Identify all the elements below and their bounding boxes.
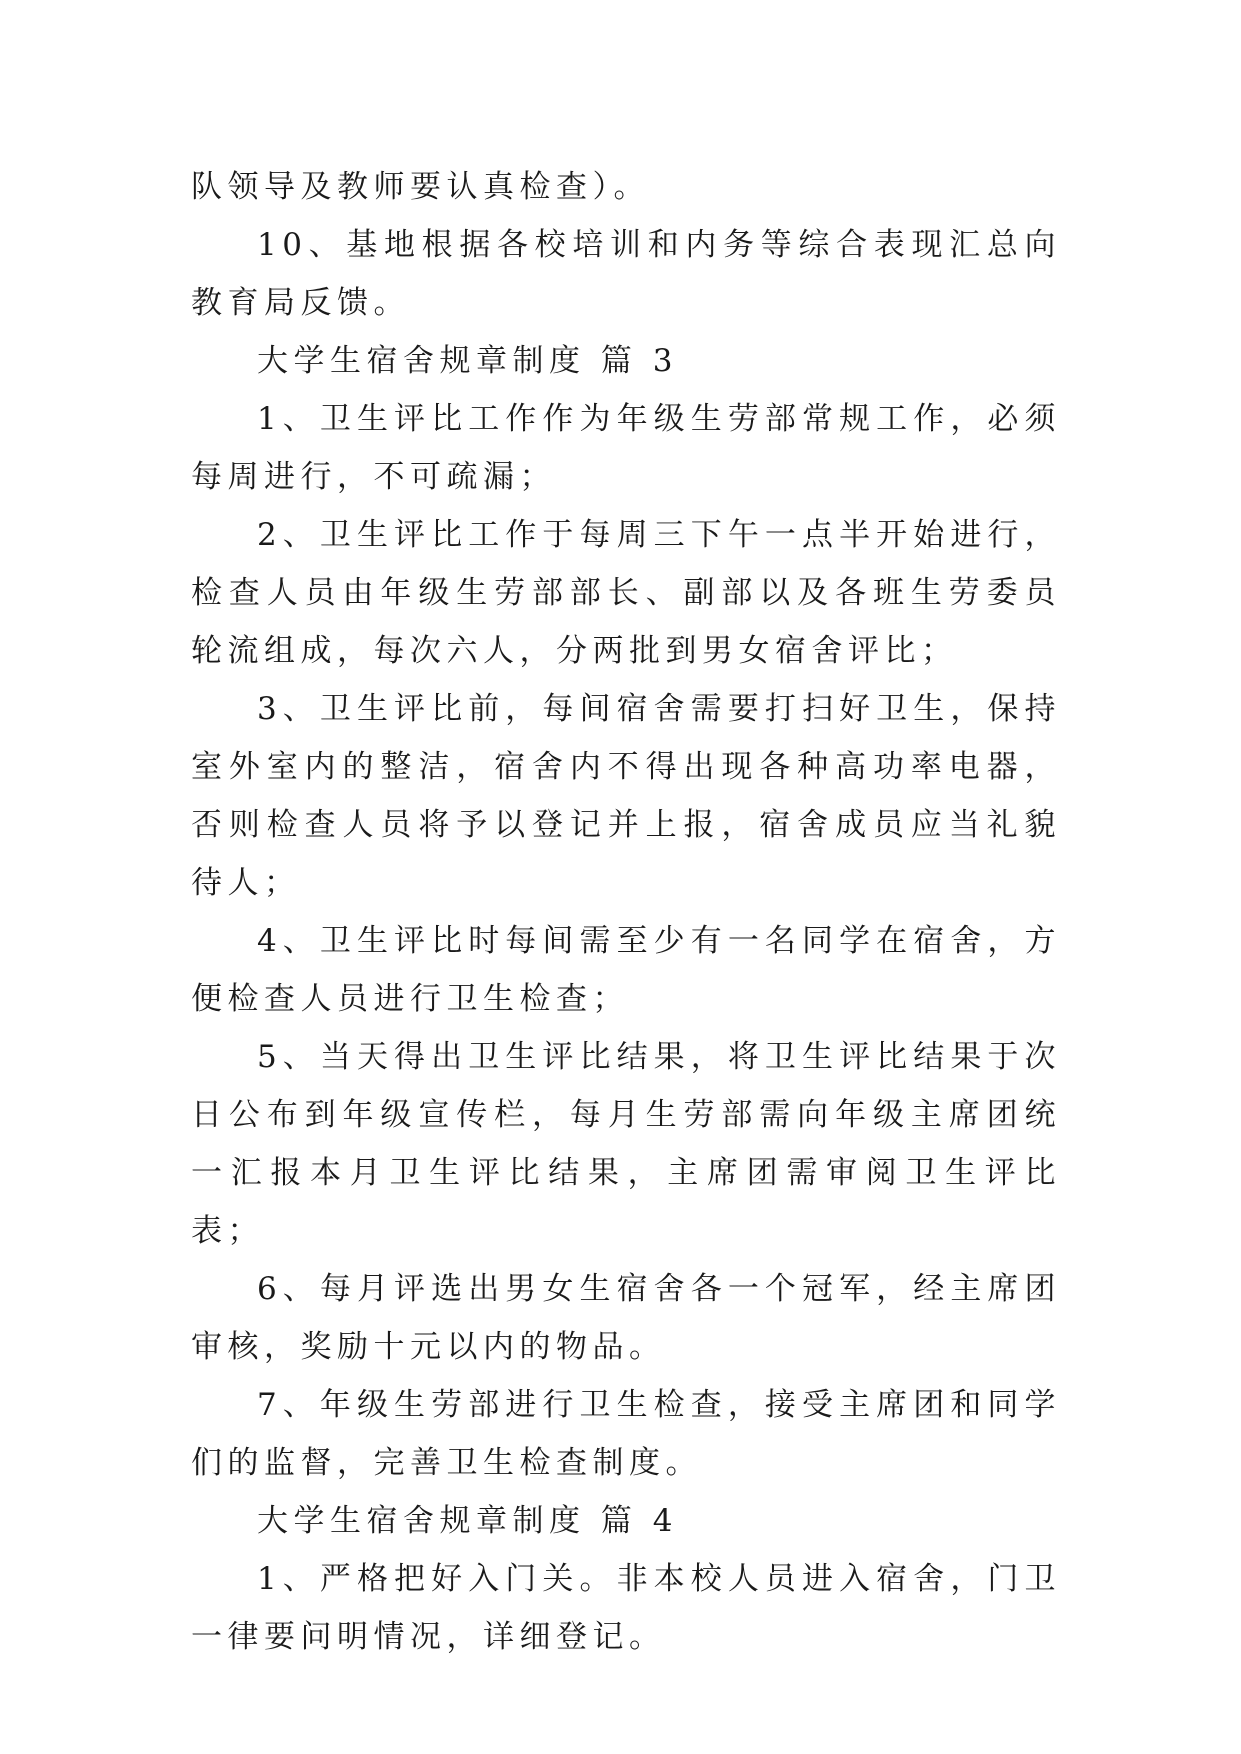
paragraph-item-10: 10、基地根据各校培训和内务等综合表现汇总向教育局反馈。 xyxy=(191,227,1061,321)
paragraph-item-1: 1、卫生评比工作作为年级生劳部常规工作，必须每周进行，不可疏漏； xyxy=(191,401,1061,495)
paragraph-item-3: 3、卫生评比前，每间宿舍需要打扫好卫生，保持室外室内的整洁，宿舍内不得出现各种高功率电器，否则检查人员将予以登记并上报，宿舍成员应当礼貌待人； xyxy=(191,691,1061,901)
section-heading-4: 大学生宿舍规章制度 篇 4 xyxy=(257,1503,678,1539)
paragraph-item-1-section-4: 1、严格把好入门关。非本校人员进入宿舍，门卫一律要问明情况，详细登记。 xyxy=(191,1561,1061,1655)
document-body xyxy=(191,158,1061,1666)
paragraph-item-2: 2、卫生评比工作于每周三下午一点半开始进行，检查人员由年级生劳部部长、副部以及各班生劳委员轮流组成，每次六人，分两批到男女宿舍评比； xyxy=(191,517,1061,669)
paragraph-continued: 队领导及教师要认真检查）。 xyxy=(191,169,650,205)
section-heading-3: 大学生宿舍规章制度 篇 3 xyxy=(257,343,678,379)
paragraph-item-6: 6、每月评选出男女生宿舍各一个冠军，经主席团审核，奖励十元以内的物品。 xyxy=(191,1271,1061,1365)
paragraph-item-7: 7、年级生劳部进行卫生检查，接受主席团和同学们的监督，完善卫生检查制度。 xyxy=(191,1387,1061,1481)
paragraph-item-5: 5、当天得出卫生评比结果，将卫生评比结果于次日公布到年级宣传栏，每月生劳部需向年级主席团统一汇报本月卫生评比结果，主席团需审阅卫生评比表； xyxy=(191,1039,1061,1249)
paragraph-item-4: 4、卫生评比时每间需至少有一名同学在宿舍，方便检查人员进行卫生检查； xyxy=(191,923,1061,1017)
